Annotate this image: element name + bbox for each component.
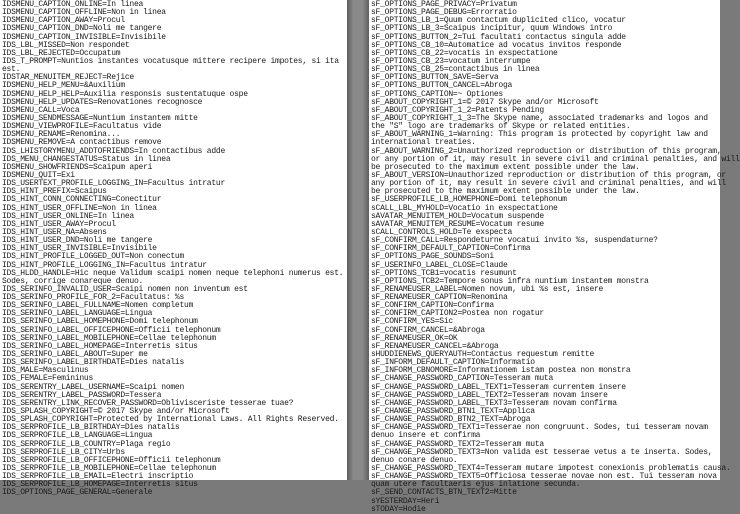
text-line: sF_CHANGE_PASSWORD_TEXT2=Tesseram muta bbox=[371, 439, 544, 449]
text-line: IDSMENU_RENAME=Renomina... bbox=[2, 130, 121, 140]
text-line: sTODAY=Hodie bbox=[371, 504, 426, 514]
text-line: sHUDDIENEWS_QUERYAUTH=Contactus requestum remitte bbox=[371, 350, 594, 360]
text-line: IDS_SERENTRY_LABEL_PASSWORD=Tessera bbox=[2, 390, 162, 400]
text-line: IDS_SERINFO_PROFILE_FOR_2=Facultatus: %s bbox=[2, 293, 185, 303]
text-line: IDS_LHISTORYMENU_ADDTOFRIENDS=In contactibus adde bbox=[2, 146, 225, 156]
text-line: IDS_SERPROFILE_LB_OFFICEPHONE=Officii telephonum bbox=[2, 455, 221, 465]
text-line: sF_OPTIONS_BUTTON_2=Tui facultati contactus singula adde bbox=[371, 32, 626, 42]
text-line: IDS_SERINFO_LABEL_HOMEPHONE=Domi telephonum bbox=[2, 317, 198, 327]
text-line: sF_ABOUT_COPYRIGHT_1_2=Patents Pending bbox=[371, 105, 544, 115]
text-line: IDS_SERINFO_LABEL_MOBILEPHONE=Cellae telephonum bbox=[2, 333, 216, 343]
text-line: IDS_HINT_USER_DND=Noli me tangere bbox=[2, 236, 153, 246]
text-line: IDS_HINT_USER_NA=Absens bbox=[2, 227, 107, 237]
text-line: IDS_HINT_USER_INVISIBLE=Invisibile bbox=[2, 244, 157, 254]
text-line: sF_OPTIONS_CB_25=contactibus in linea bbox=[371, 65, 540, 75]
text-line: IDS_MENU_CHANGESTATUS=Status in linea bbox=[2, 154, 171, 164]
text-line: sF_OPTIONS_PAGE_DEBUG=Errorratio bbox=[371, 8, 517, 18]
text-line: IDS_HINT_PROFILE_LOGGED_OUT=Non conectum bbox=[2, 252, 185, 262]
text-line: IDS_SERPROFILE_LB_LANGUAGE=Lingua bbox=[2, 431, 153, 441]
text-line: IDSMENU_QUIT=Exi bbox=[2, 170, 75, 180]
text-line: sF_OPTIONS_LB_1=Quum contactum duplicited clico, vocatur bbox=[371, 16, 626, 26]
text-line: IDSMENU_VIEWPROFILE=Facultatus vide bbox=[2, 122, 162, 132]
text-line: IDS_HINT_PROFILE_LOGGING_IN=Facultus intratur bbox=[2, 260, 207, 270]
text-line: quam utere facultaeris ejus inlatione secunda. bbox=[371, 480, 581, 490]
text-line: any portion of it, may result in severe civil and criminal penalties, and will bbox=[371, 179, 726, 189]
text-line: sF_OPTIONS_TCB1=vocatis resumunt bbox=[371, 268, 517, 278]
text-line: sF_USERPROFILE_LB_HOMEPHONE=Domi telephonum bbox=[371, 195, 567, 205]
text-line: IDS_SERINFO_LABEL_HOMEPAGE=Interretis situs bbox=[2, 341, 198, 351]
text-line: sF_USERINFO_LABEL_CLOSE=Claude bbox=[371, 260, 508, 270]
text-line: the "S" logo are trademarks of Skype or related entities. bbox=[371, 122, 631, 132]
text-line: IDS_SERENTRY_LABEL_USERNAME=Scaipi nomen bbox=[2, 382, 185, 392]
text-line: sF_CONFIRM_CANCEL=&Abroga bbox=[371, 325, 485, 335]
text-line: sF_OPTIONS_CAPTION=~ Optiones bbox=[371, 89, 503, 99]
text-line: sF_CHANGE_PASSWORD_LABEL_TEXT3=Tesseram novam confirma bbox=[371, 398, 617, 408]
text-line: sF_CONFIRM_CAPTION=Confirma bbox=[371, 301, 494, 311]
text-line: IDSMENU_SHOWFRIENDS=Scaipum aperi bbox=[2, 162, 153, 172]
text-line: sF_CONFIRM_CALL=Respondeturne vocatui invito %s, suspendaturne? bbox=[371, 236, 658, 246]
text-line: IDS_HINT_CONN_CONNECTING=Conectitur bbox=[2, 195, 162, 205]
text-line: sF_OPTIONS_CB_22=vocatis in exspectatione bbox=[371, 48, 558, 58]
text-line: denuo conare denuo. bbox=[371, 455, 458, 465]
text-line: IDS_T_PROMPT=Nuntios instantes vocatusque mittere recipere impotes, si ita bbox=[2, 56, 339, 66]
text-line: IDS_SPLASH_COPYRIGHT=© 2017 Skype and/or Microsoft bbox=[2, 407, 230, 417]
text-line: IDS_SERINFO_LABEL_OFFICEPHONE=Officii telephonum bbox=[2, 325, 221, 335]
text-line: IDS_LBL_MISSED=Non respondet bbox=[2, 40, 130, 50]
text-line: sAVATAR_MENUITEM_RESUME=Vocatum resume bbox=[371, 219, 544, 229]
text-line: IDS_HLDD_HANDLE=Hic neque Validum scaipi nomen neque telephoni numerus est. bbox=[2, 268, 344, 278]
text-line: IDSMENU_CAPTION_DND=Noli me tangere bbox=[2, 24, 162, 34]
text-line: IDSTAR_MENUITEM_REJECT=Rejice bbox=[2, 73, 134, 83]
text-line: IDS_SERPROFILE_LB_HOMEPAGE=Interretis situs bbox=[2, 480, 198, 490]
page-gutter bbox=[347, 0, 369, 480]
text-line: sF_ABOUT_WARNING_1=Warning: This program is protected by copyright law and bbox=[371, 130, 708, 140]
text-line: sF_CHANGE_PASSWORD_LABEL_TEXT1=Tesseram currentem insere bbox=[371, 382, 626, 392]
text-line: sF_CHANGE_PASSWORD_TEXT5=Officiosa tesserae novae non est. Tui tesseram nova bbox=[371, 472, 717, 482]
text-line: sF_OPTIONS_CB_23=vocatum interrumpe bbox=[371, 56, 531, 66]
text-line: sF_CHANGE_PASSWORD_BTN1_TEXT=Applica bbox=[371, 407, 535, 417]
text-line: IDS_SERPROFILE_LB_COUNTRY=Plaga regio bbox=[2, 439, 171, 449]
text-line: IDS_HINT_USER_AWAY=Procul bbox=[2, 219, 116, 229]
text-line: sYESTERDAY=Heri bbox=[371, 496, 440, 506]
text-line: sAVATAR_MENUITEM_HOLD=Vocatum suspende bbox=[371, 211, 544, 221]
text-line: IDSMENU_HELP_MENU=&Auxilium bbox=[2, 81, 125, 91]
text-line: IDSMENU_CAPTION_INVISIBLE=Invisibile bbox=[2, 32, 166, 42]
text-line: IDS_FEMALE=Femininus bbox=[2, 374, 94, 384]
text-line: sF_SEND_CONTACTS_BTN_TEXT2=Mitte bbox=[371, 488, 517, 498]
text-line: IDS_SERPROFILE_LB_BIRTHDAY=Dies natalis bbox=[2, 423, 180, 433]
text-line: sF_CHANGE_PASSWORD_TEXT3=Non valida est tesserae vetus a te inserta. Sodes, bbox=[371, 447, 713, 457]
text-line: IDS_SERPROFILE_LB_MOBILEPHONE=Cellae telephonum bbox=[2, 464, 216, 474]
text-line: sF_CONFIRM_CAPTION2=Postea non rogatur bbox=[371, 309, 544, 319]
text-line: sF_CHANGE_PASSWORD_LABEL_TEXT2=Tesseram novam insere bbox=[371, 390, 608, 400]
text-line: IDS_OPTIONS_PAGE_GENERAL=Generale bbox=[2, 488, 153, 498]
text-line: sF_OPTIONS_TCB2=Tempore sonus infra nuntium instantem monstra bbox=[371, 276, 649, 286]
text-line: IDSMENU_HELP_UPDATES=Renovationes recognosce bbox=[2, 97, 203, 107]
text-line: denuo insere et confirma bbox=[371, 431, 481, 441]
text-line: sF_CHANGE_PASSWORD_TEXT1=Tesserae non congruunt. Sodes, tui tesseram novam bbox=[371, 423, 708, 433]
text-line: IDSMENU_REMOVE=A contactibus remove bbox=[2, 138, 162, 148]
document-page-left bbox=[0, 0, 347, 498]
text-line: IDS_SERINFO_LABEL_FULLNAME=Nomen completum bbox=[2, 301, 194, 311]
text-line: sF_OPTIONS_BUTTON_SAVE=Serva bbox=[371, 73, 499, 83]
text-line: be prosecuted to the maximum extent possible under the law. bbox=[371, 162, 640, 172]
text-line: sF_CHANGE_PASSWORD_CAPTION=Tesseram muta bbox=[371, 374, 554, 384]
text-line: sF_ABOUT_VERSION=Unauthorized reproduction or distribution of this program, or bbox=[371, 170, 726, 180]
text-line: sF_CONFIRM_DEFAULT_CAPTION=Confirma bbox=[371, 244, 531, 254]
text-line: sF_CONFIRM_YES=Sic bbox=[371, 317, 453, 327]
text-line: sF_OPTIONS_LB_3=Scaipus incipitur, quum Windows intro bbox=[371, 24, 613, 34]
text-line: IDS_HINT_USER_OFFLINE=Non in linea bbox=[2, 203, 157, 213]
text-line: sF_RENAMEUSER_OK=OK bbox=[371, 333, 458, 343]
text-line: sF_INFORM_DEFAULT_CAPTION=Informatio bbox=[371, 358, 535, 368]
text-line: IDS_SERENTRY_LINK_RECOVER_PASSWORD=Oblivisceriste tesserae tuae? bbox=[2, 398, 294, 408]
text-line: IDSMENU_CAPTION_AWAY=Procul bbox=[2, 16, 125, 26]
text-line: IDS_SERPROFILE_LB_EMAIL=Electri inscriptio bbox=[2, 472, 194, 482]
text-line: IDS_SERINFO_LABEL_LANGUAGE=Lingua bbox=[2, 309, 153, 319]
text-line: sF_ABOUT_WARNING_2=Unauthorized reproduction or distribution of this program, bbox=[371, 146, 722, 156]
text-line: or any portion of it, may result in severe civil and criminal penalties, and will bbox=[371, 154, 740, 164]
text-line: IDSMENU_CALL=Voca bbox=[2, 105, 80, 115]
text-line: sCALL_CONTROLS_HOLD=Te exspecta bbox=[371, 227, 513, 237]
text-line: IDSMENU_CAPTION_OFFLINE=Non in linea bbox=[2, 8, 166, 18]
text-line: sF_OPTIONS_BUTTON_CANCEL=Abroga bbox=[371, 81, 513, 91]
text-line: sF_RENAMEUSER_LABEL=Nomen novum, ubi %s est, insere bbox=[371, 284, 604, 294]
text-line: sCALL_LBL_MYHOLD=Vocatio in exspectatione bbox=[371, 203, 558, 213]
text-line: est. bbox=[2, 65, 21, 75]
text-line: sF_OPTIONS_CB_10=Automatice ad vocatus invitos responde bbox=[371, 40, 622, 50]
text-line: sF_RENAMEUSER_CANCEL=&Abroga bbox=[371, 341, 499, 351]
text-line: be prosecuted to the maximum extent possible under the law. bbox=[371, 187, 640, 197]
text-line: IDS_SERINFO_INVALID_USER=Scaipi nomen non inventum est bbox=[2, 284, 248, 294]
text-line: IDS_SERINFO_LABEL_BIRTHDATE=Dies natalis bbox=[2, 358, 185, 368]
text-line: IDS_SERINFO_LABEL_ABOUT=Super me bbox=[2, 350, 148, 360]
text-line: sF_OPTIONS_PAGE_PRIVACY=Privatum bbox=[371, 0, 517, 9]
text-line: IDS_HINT_PREFIX=Scaipus bbox=[2, 187, 107, 197]
text-line: Sodes, corrige conareque denuo. bbox=[2, 276, 144, 286]
text-line: IDS_USERTEXT_PROFILE_LOGGING_IN=Facultus intratur bbox=[2, 179, 225, 189]
text-line: IDS_LBL_REJECTED=Occupatum bbox=[2, 48, 121, 58]
text-line: sF_CHANGE_PASSWORD_TEXT4=Tesseram mutare impotest conexionis problematis causa. bbox=[371, 464, 731, 474]
text-line: sF_ABOUT_COPYRIGHT_1=© 2017 Skype and/or Microsoft bbox=[371, 97, 599, 107]
text-line: IDSMENU_SENDMESSAGE=Nuntium instantem mitte bbox=[2, 113, 198, 123]
text-line: IDS_HINT_USER_ONLINE=In linea bbox=[2, 211, 134, 221]
text-line: sF_ABOUT_COPYRIGHT_1_3=The Skype name, associated trademarks and logos and bbox=[371, 113, 708, 123]
text-line: IDS_SERPROFILE_LB_CITY=Urbs bbox=[2, 447, 125, 457]
text-line: IDS_SPLASH_COPYRIGHT=Protected by International Laws. All Rights Reserved. bbox=[2, 415, 339, 425]
text-line: international treaties. bbox=[371, 138, 476, 148]
text-line: sF_RENAMEUSER_CAPTION=Renomina bbox=[371, 293, 508, 303]
text-line: IDSMENU_HELP_HELP=Auxilia responsis sustentatuque ospe bbox=[2, 89, 248, 99]
text-line: sF_CHANGE_PASSWORD_BTN2_TEXT=Abroga bbox=[371, 415, 531, 425]
text-line: sF_INFORM_CBNOMORE=Informationem istam postea non monstra bbox=[371, 366, 631, 376]
text-line: IDS_MALE=Masculinus bbox=[2, 366, 89, 376]
document-page-right bbox=[369, 0, 740, 514]
text-line: sF_OPTIONS_PAGE_SOUNDS=Soni bbox=[371, 252, 494, 262]
text-line: IDSMENU_CAPTION_ONLINE=In linea bbox=[2, 0, 144, 9]
